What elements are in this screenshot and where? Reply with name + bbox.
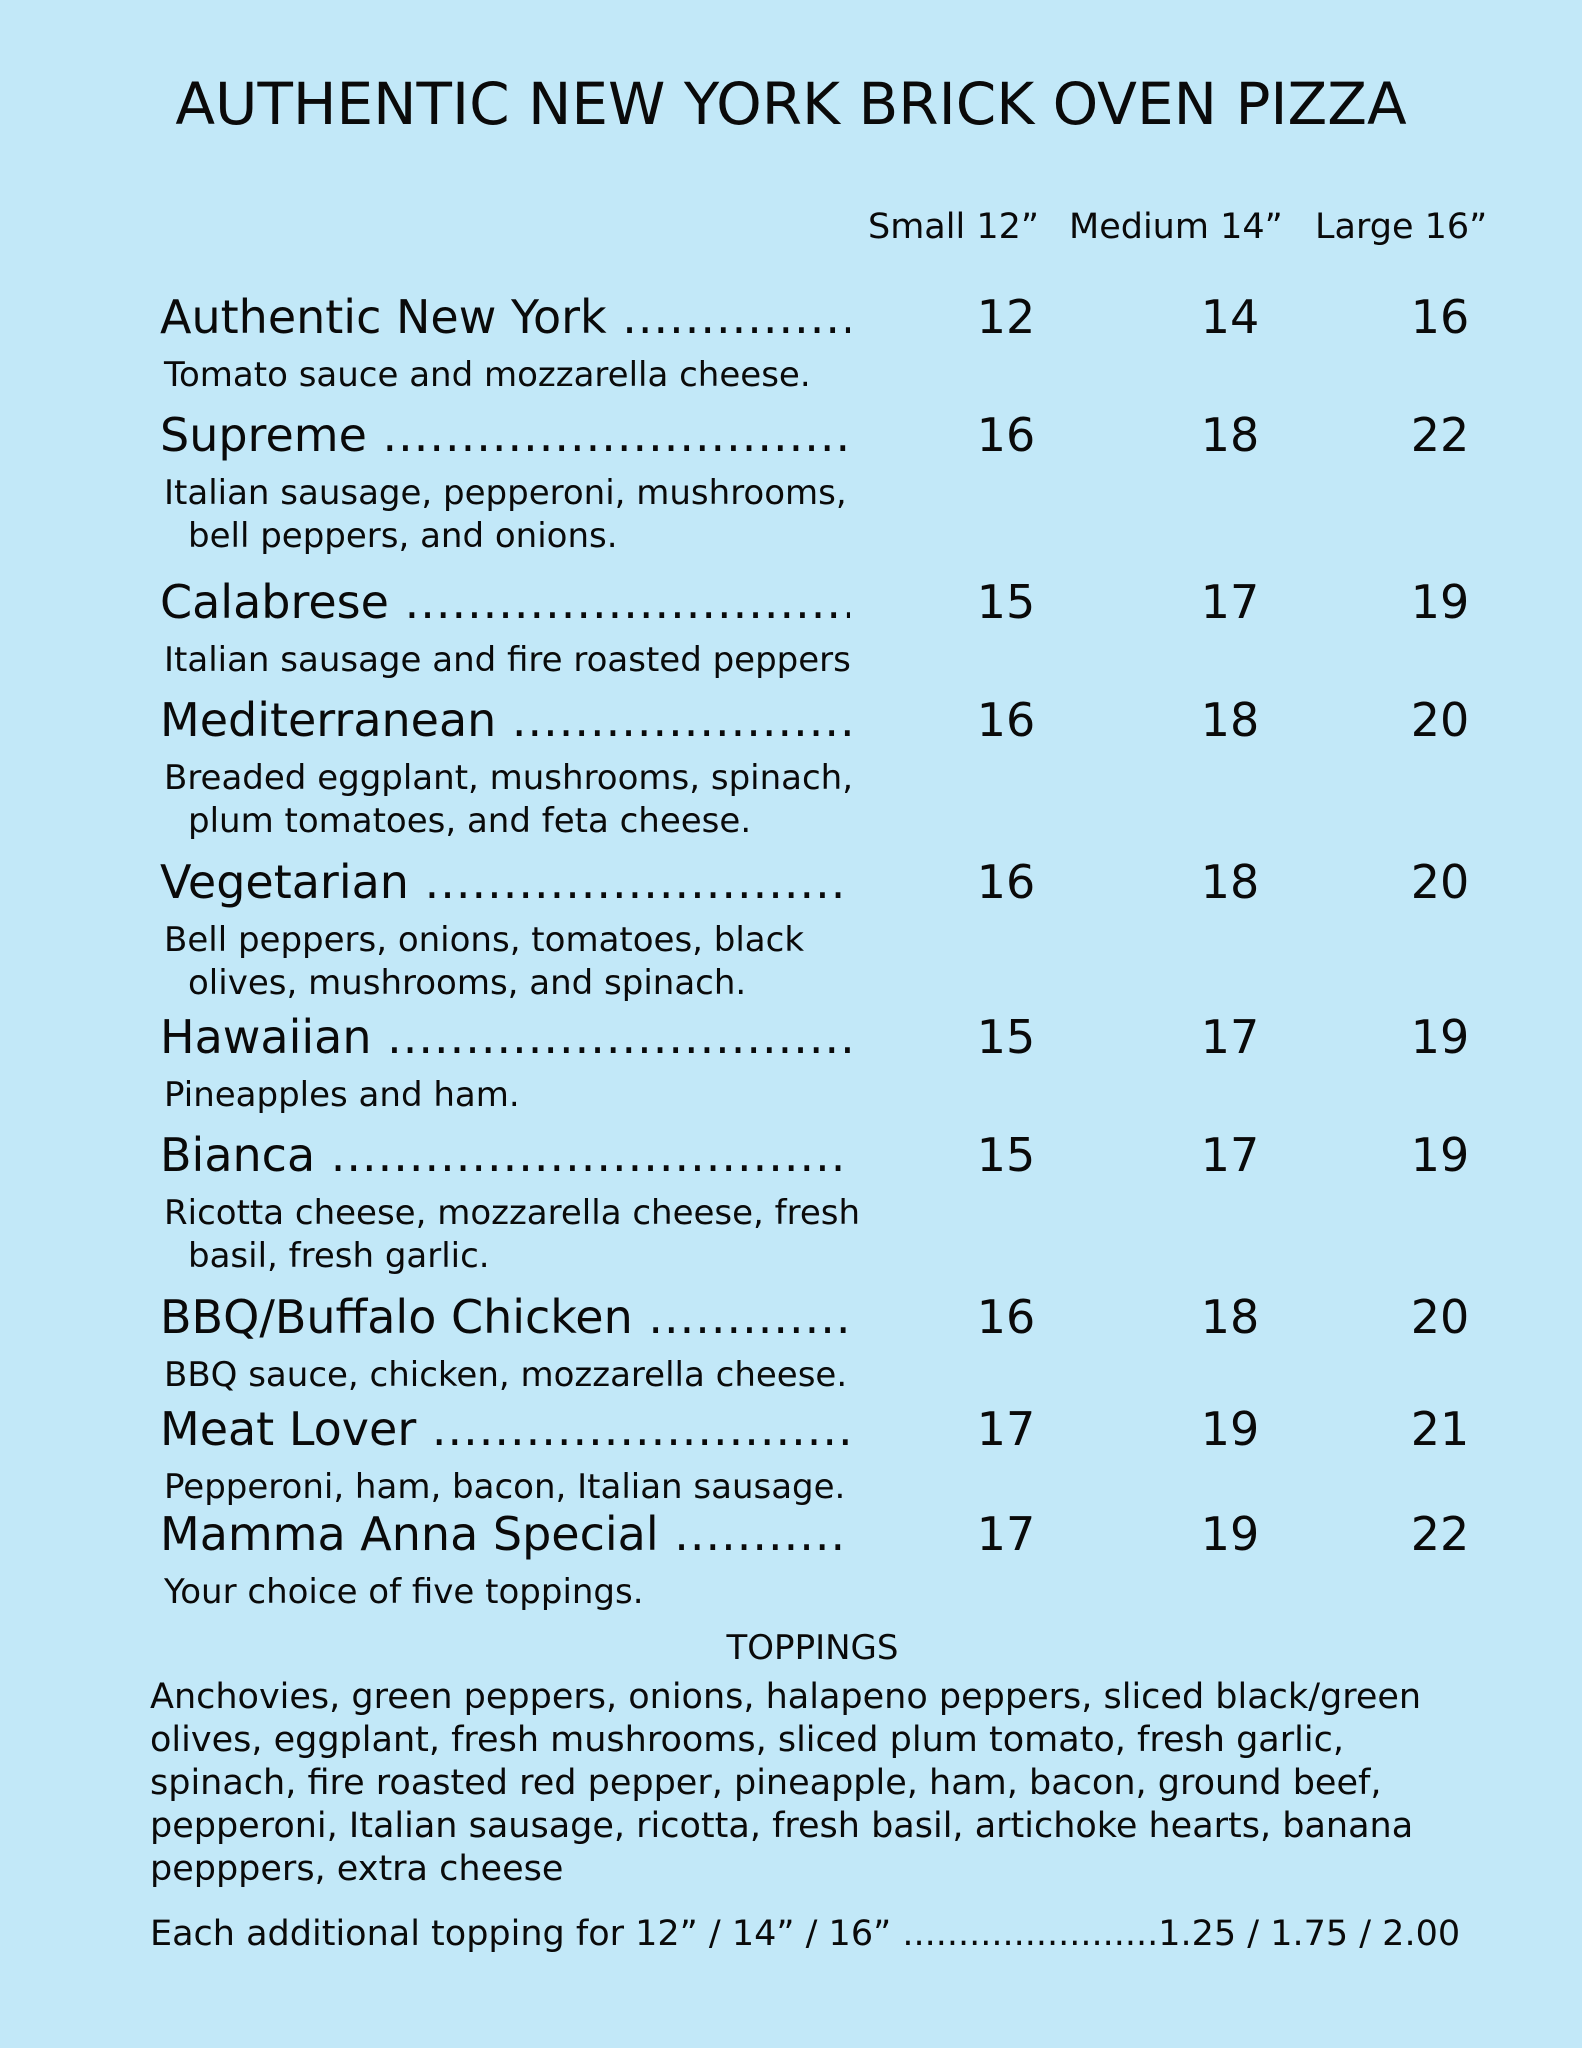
- price-large: 16: [1410, 290, 1470, 344]
- price-medium: 18: [1200, 855, 1260, 909]
- size-header-large: Large 16”: [1315, 207, 1488, 247]
- price-small: 12: [976, 290, 1036, 344]
- item-name: Bianca .....: [160, 1128, 850, 1183]
- item-name: Mediterranean .....: [160, 693, 850, 748]
- price-large: 20: [1410, 855, 1470, 909]
- item-name: Mamma Anna Special .....: [160, 1507, 850, 1562]
- item-name: Authentic New York .....: [160, 290, 850, 345]
- item-description: Italian sausage and fire roasted peppers: [164, 640, 851, 680]
- item-description: Italian sausage, pepperoni, mushrooms, bell peppers, and onions.: [164, 473, 847, 556]
- price-large: 20: [1410, 1290, 1470, 1344]
- price-large: 19: [1410, 575, 1470, 629]
- price-small: 16: [976, 1290, 1036, 1344]
- price-small: 16: [976, 693, 1036, 747]
- item-description: BBQ sauce, chicken, mozzarella cheese.: [164, 1355, 848, 1395]
- price-small: 17: [976, 1507, 1036, 1561]
- price-large: 19: [1410, 1128, 1470, 1182]
- price-medium: 14: [1200, 290, 1260, 344]
- item-description: Pepperoni, ham, bacon, Italian sausage.: [164, 1467, 846, 1507]
- item-description: Pineapples and ham.: [164, 1075, 520, 1115]
- price-large: 19: [1410, 1010, 1470, 1064]
- item-description: Breaded eggplant, mushrooms, spinach, plum tomatoes, and feta cheese.: [164, 758, 854, 841]
- price-large: 22: [1410, 1507, 1470, 1561]
- item-name: BBQ/Buffalo Chicken .....: [160, 1290, 850, 1345]
- toppings-list: Anchovies, green peppers, onions, halapeno peppers, sliced black/green olives, eggplant, fresh mushrooms, sliced plum tomato, fresh garlic, spinach, fire roasted red pepper, pineapple, ham, bacon, ground beef, pepperoni, Italian sausage, ricotta, fresh basil, artichoke hearts, banana pepppers, extra cheese: [150, 1677, 1422, 1889]
- item-name: Calabrese .....: [160, 575, 850, 630]
- price-small: 16: [976, 855, 1036, 909]
- price-small: 15: [976, 1128, 1036, 1182]
- price-large: 20: [1410, 693, 1470, 747]
- item-description: Tomato sauce and mozzarella cheese.: [164, 355, 811, 395]
- price-medium: 18: [1200, 1290, 1260, 1344]
- price-medium: 19: [1200, 1507, 1260, 1561]
- item-name: Supreme .....: [160, 408, 850, 463]
- price-medium: 18: [1200, 693, 1260, 747]
- price-small: 17: [976, 1402, 1036, 1456]
- price-medium: 17: [1200, 575, 1260, 629]
- price-medium: 17: [1200, 1010, 1260, 1064]
- item-description: Bell peppers, onions, tomatoes, black olives, mushrooms, and spinach.: [164, 920, 805, 1003]
- price-large: 22: [1410, 408, 1470, 462]
- price-small: 16: [976, 408, 1036, 462]
- price-medium: 18: [1200, 408, 1260, 462]
- toppings-heading: TOPPINGS: [726, 1628, 899, 1668]
- item-name: Meat Lover .....: [160, 1402, 850, 1457]
- price-medium: 17: [1200, 1128, 1260, 1182]
- price-small: 15: [976, 575, 1036, 629]
- price-medium: 19: [1200, 1402, 1260, 1456]
- page-title: AUTHENTIC NEW YORK BRICK OVEN PIZZA: [175, 70, 1407, 138]
- additional-topping-price: Each additional topping for 12” / 14” / 16” .......................1.25 / 1.75 / 2.00: [150, 1914, 1461, 1954]
- item-description: Your choice of five toppings.: [164, 1572, 644, 1612]
- item-name: Vegetarian .....: [160, 855, 850, 910]
- item-description: Ricotta cheese, mozzarella cheese, fresh basil, fresh garlic.: [164, 1193, 861, 1276]
- size-header-small: Small 12”: [868, 207, 1040, 247]
- price-small: 15: [976, 1010, 1036, 1064]
- price-large: 21: [1410, 1402, 1470, 1456]
- item-name: Hawaiian .....: [160, 1010, 850, 1065]
- size-header-medium: Medium 14”: [1069, 207, 1283, 247]
